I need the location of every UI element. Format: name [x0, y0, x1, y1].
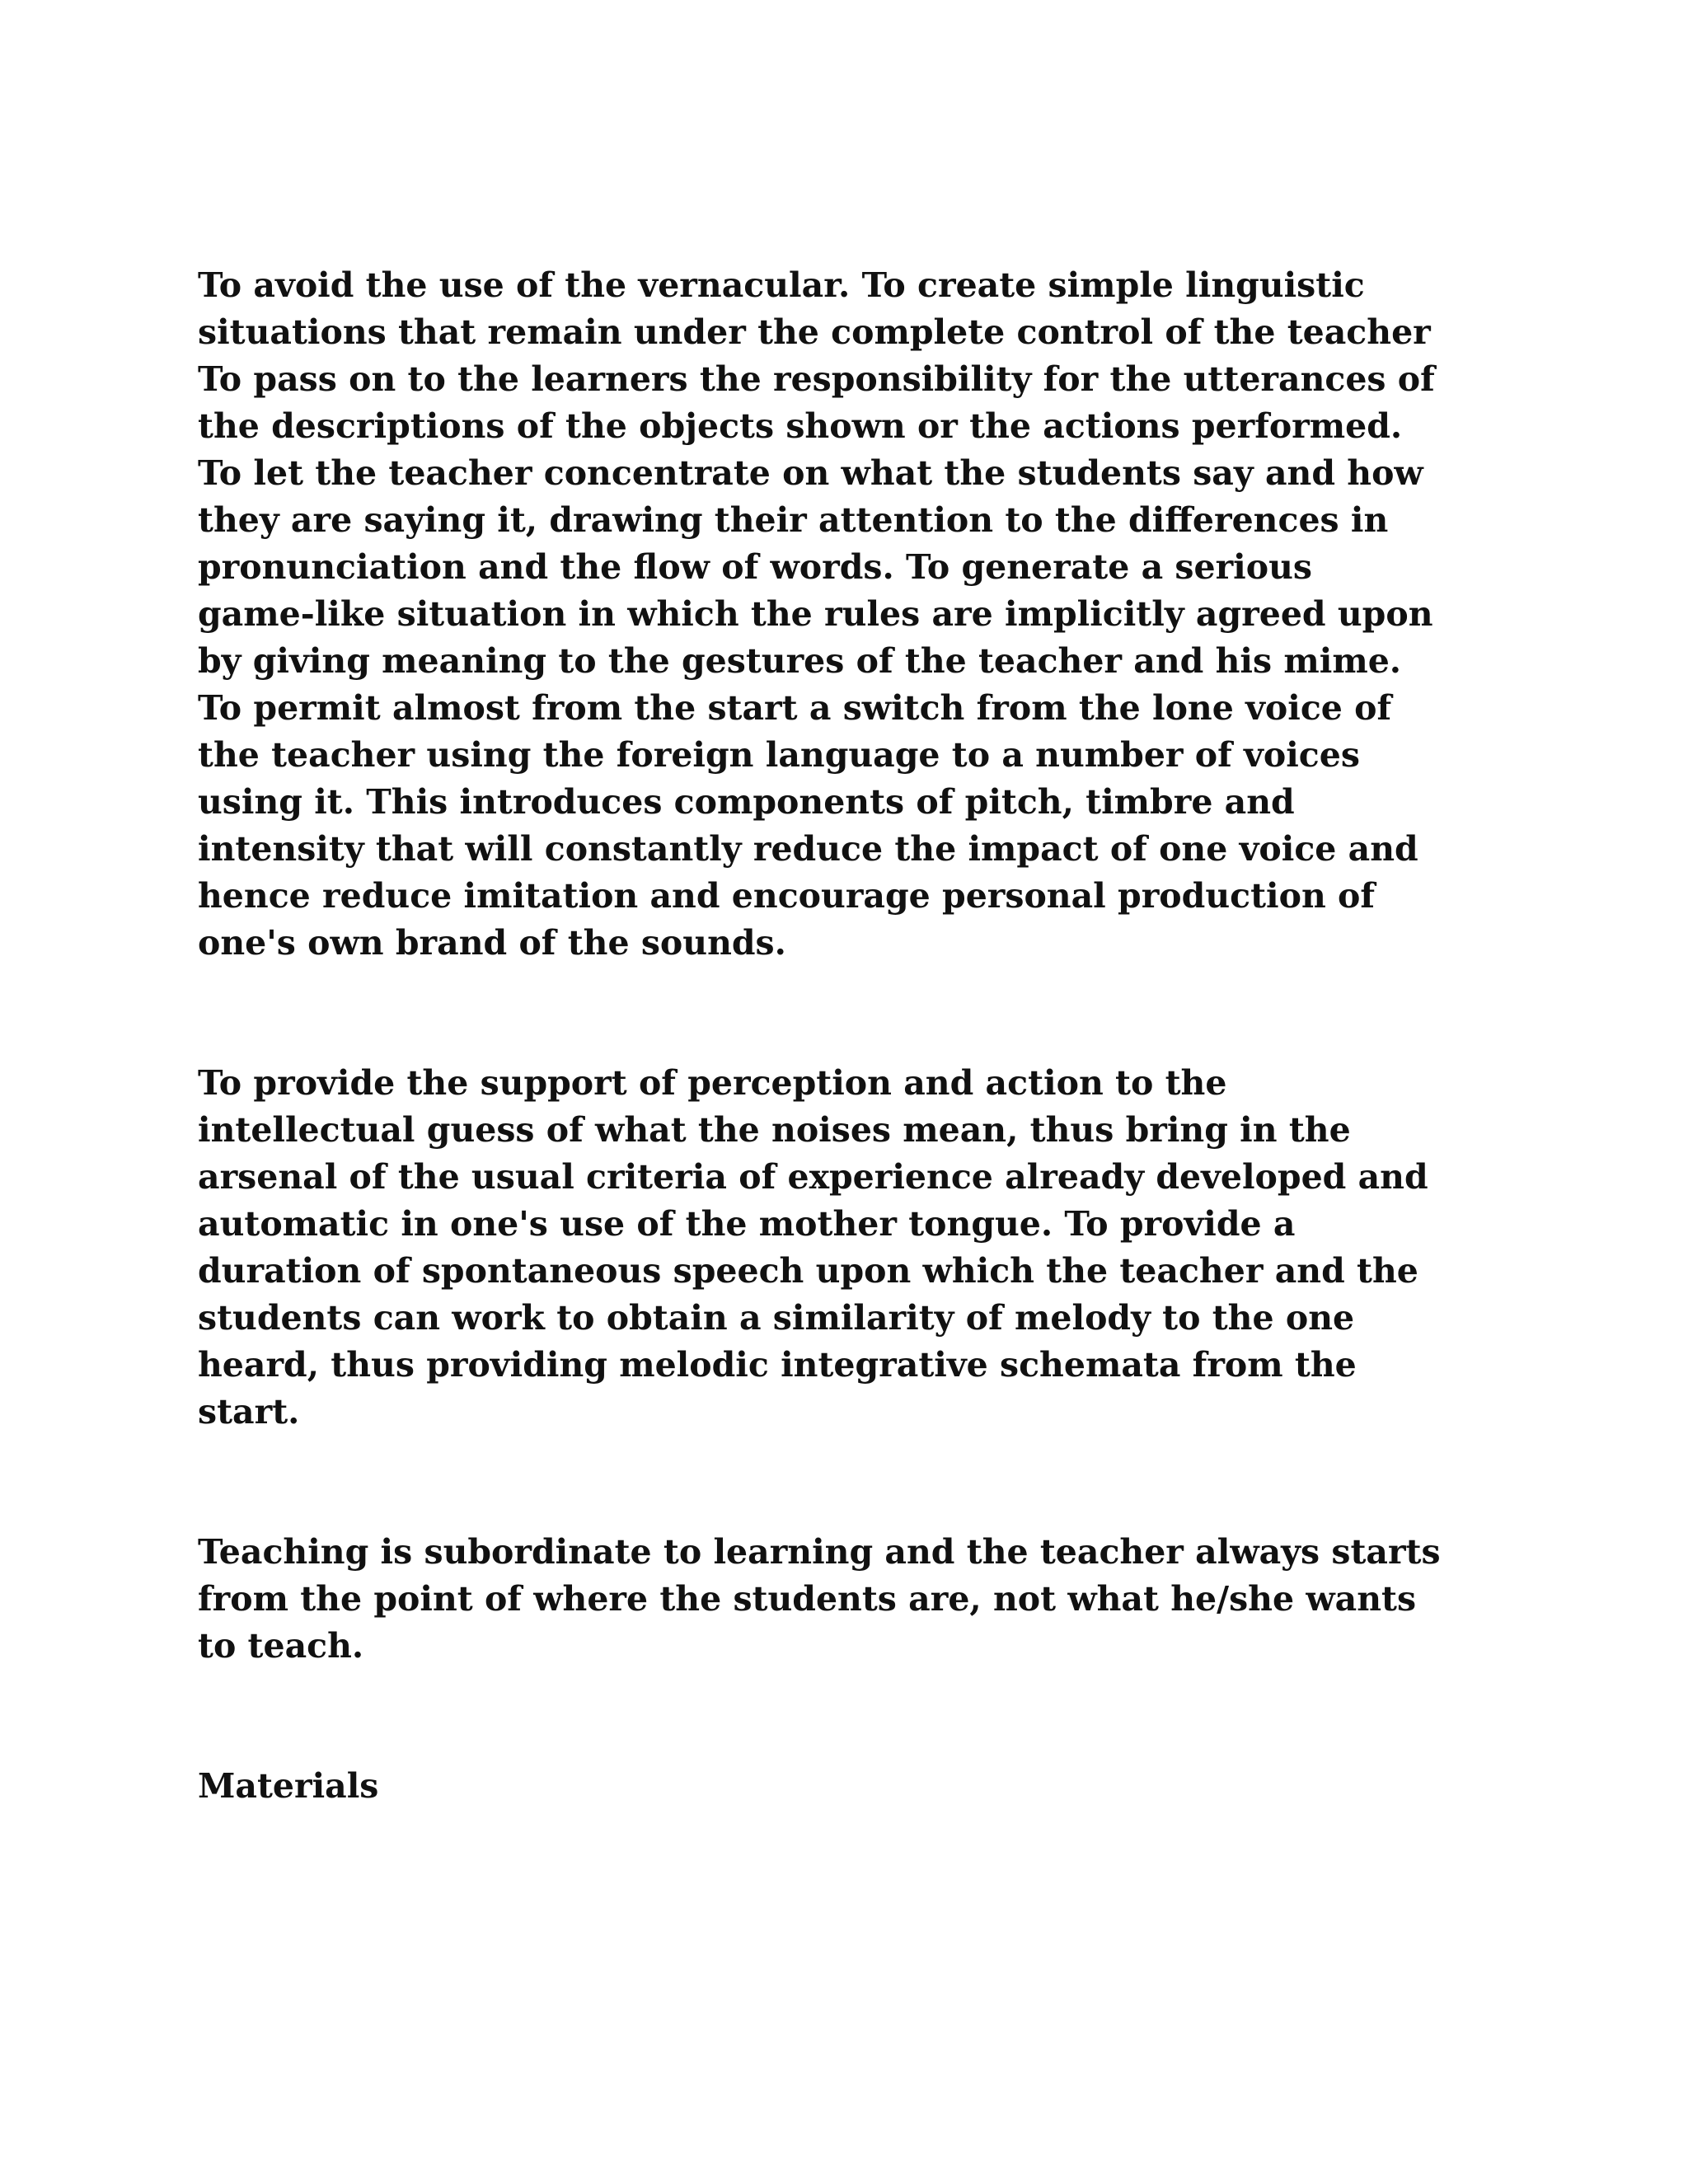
paragraph-teaching: Teaching is subordinate to learning and the teacher always starts from the point of where the students are, not what he/she wants to teach. [198, 1532, 1441, 1666]
section-heading-materials: Materials [198, 1766, 379, 1806]
paragraph-perception: To provide the support of perception and action to the intellectual guess of what the noises mean, thus bring in the arsenal of the usual criteria of experience already developed and automatic in one's use of the mother tongue. To provide a duration of spontaneous speech upon which the teacher and the students can work to obtain a similarity of melody to the one heard, thus providing melodic integrative schemata from the start. [198, 1063, 1428, 1432]
paragraph-objectives: To avoid the use of the vernacular. To create simple linguistic situations that remain under the complete control of the teacher To pass on to the learners the responsibility for the utterances of the descriptions of the objects shown or the actions performed. To let the teacher concentrate on what the students say and how they are saying it, drawing their attention to the differences in pronunciation and the flow of words. To generate a serious game-like situation in which the rules are implicitly agreed upon by giving meaning to the gestures of the teacher and his mime. To permit almost from the start a switch from the lone voice of the teacher using the foreign language to a number of voices using it. This introduces components of pitch, timbre and intensity that will constantly reduce the impact of one voice and hence reduce imitation and encourage personal production of one's own brand of the sounds. [198, 265, 1435, 963]
document-page [198, 262, 1500, 1810]
